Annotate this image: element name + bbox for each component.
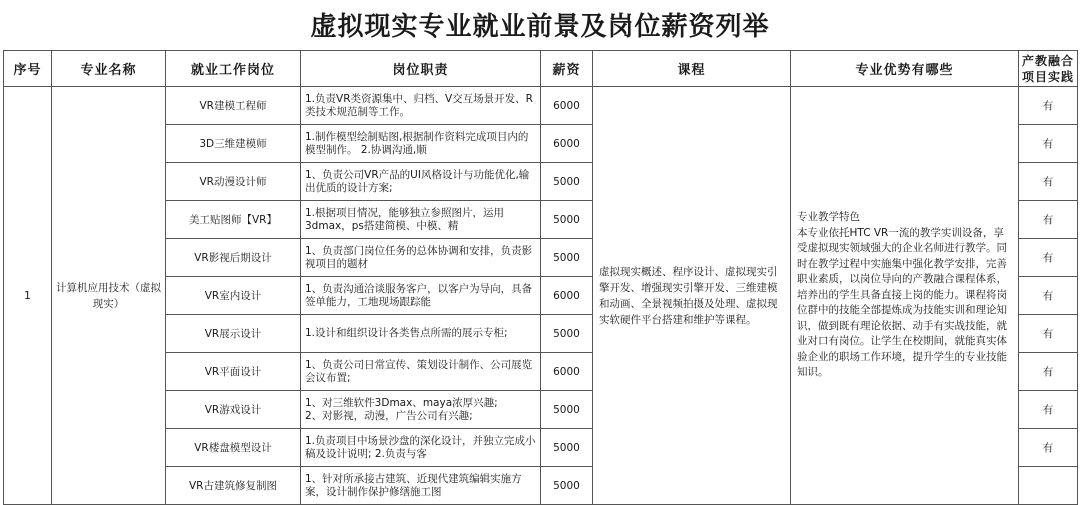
header-major: 专业名称 (52, 51, 166, 87)
page-title: 虚拟现实专业就业前景及岗位薪资列举 (310, 11, 770, 42)
job-duty-text: 1、负责部门岗位任务的总体协调和安排，负责影视项目的题材 (305, 244, 533, 270)
job-duty-cell (301, 429, 541, 467)
project-practice-cell: 有 (1019, 125, 1078, 163)
job-duty-text: 1.制作模型绘制贴图,根据制作资料完成项目内的模型制作。 2.协调沟通,顺 (305, 130, 529, 156)
salary-cell: 5000 (541, 163, 593, 201)
row-index-cell: 1 (4, 87, 52, 505)
job-duty-text: 1、对三维软件3Dmax、maya浓厚兴趣; 2、对影视，动漫，广告公司有兴趣; (305, 396, 498, 422)
table-header-row (4, 51, 1078, 87)
job-title-cell: VR影视后期设计 (166, 239, 301, 277)
job-duty-cell (301, 201, 541, 239)
project-practice-cell: 有 (1019, 277, 1078, 315)
header-salary: 薪资 (541, 51, 593, 87)
job-duty-cell (301, 391, 541, 429)
job-duty-text: 1.根据项目情况，能够独立参照图片，运用3dmax，ps搭建简模、中模、精 (305, 206, 505, 232)
header-advantage: 专业优势有哪些 (791, 51, 1019, 87)
project-practice-cell: 有 (1019, 87, 1078, 125)
job-duty-text: 1、负责沟通洽谈服务客户，以客户为导向，具备签单能力，工地现场跟踪能 (305, 282, 533, 308)
job-title-cell: 3D三维建模师 (166, 125, 301, 163)
advantage-cell: 专业教学特色 本专业依托HTC VR一流的教学实训设备，享受虚拟现实领域强大的企业名师进行教学。同时在教学过程中实施集中强化教学安排，完善职业素质，以岗位导向的产教融合课程体系，培养出的学生具备直接上岗的能力。课程将岗位群中的技能全部提炼成为技能实训和理论知识，做到既有理论依据、动手有实战技能，就业对口有岗位。让学生在校期间，就能真实体验企业的职场工作环境，提升学生的专业技能知识。 (791, 87, 1019, 505)
job-duty-cell (301, 239, 541, 277)
job-duty-cell (301, 315, 541, 353)
table-body (4, 87, 1078, 505)
job-title-cell: 美工贴图师【VR】 (166, 201, 301, 239)
job-title-cell: VR建模工程师 (166, 87, 301, 125)
job-title-cell: VR古建筑修复制图 (166, 467, 301, 505)
table-row (4, 87, 1078, 125)
course-cell: 虚拟现实概述、程序设计、虚拟现实引擎开发、增强现实引擎开发、三维建模和动画、全景视频拍摄及处理、虚拟现实软硬件平台搭建和维护等课程。 (593, 87, 791, 505)
job-title-cell: VR展示设计 (166, 315, 301, 353)
job-title-cell: VR动漫设计师 (166, 163, 301, 201)
salary-cell: 6000 (541, 353, 593, 391)
header-job: 就业工作岗位 (166, 51, 301, 87)
job-title-cell: VR楼盘模型设计 (166, 429, 301, 467)
salary-cell: 5000 (541, 239, 593, 277)
job-duty-cell (301, 87, 541, 125)
job-title-cell: VR平面设计 (166, 353, 301, 391)
job-title-cell: VR游戏设计 (166, 391, 301, 429)
salary-cell: 6000 (541, 277, 593, 315)
job-duty-cell (301, 125, 541, 163)
project-practice-cell: 有 (1019, 429, 1078, 467)
salary-cell: 5000 (541, 391, 593, 429)
salary-cell: 5000 (541, 315, 593, 353)
project-practice-cell: 有 (1019, 353, 1078, 391)
job-title-cell: VR室内设计 (166, 277, 301, 315)
job-duty-cell (301, 163, 541, 201)
job-duty-text: 1.负责项目中场景沙盘的深化设计，并独立完成小稿及设计说明; 2.负责与客 (305, 434, 536, 460)
salary-cell: 5000 (541, 467, 593, 505)
job-duty-text: 1、负责公司VR产品的UI风格设计与功能优化,输出优质的设计方案; (305, 168, 530, 194)
project-practice-cell: 有 (1019, 163, 1078, 201)
salary-cell: 5000 (541, 429, 593, 467)
header-project: 产教融合项目实践 (1019, 51, 1078, 87)
project-practice-cell: 有 (1019, 201, 1078, 239)
salary-cell: 6000 (541, 87, 593, 125)
project-practice-cell: 有 (1019, 391, 1078, 429)
job-duty-text: 1.负责VR类资源集中、归档、V交互场景开发、R类技术规范制等工作。 (305, 92, 533, 118)
job-duty-text: 1、负责公司日常宣传、策划设计制作、公司展览会议布置; (305, 358, 533, 384)
project-practice-cell: 有 (1019, 315, 1078, 353)
salary-cell: 6000 (541, 125, 593, 163)
major-name-cell: 计算机应用技术（虚拟现实） (52, 87, 166, 505)
header-index: 序号 (4, 51, 52, 87)
job-duty-cell (301, 467, 541, 505)
header-course: 课程 (593, 51, 791, 87)
project-practice-cell (1019, 467, 1078, 505)
header-duty: 岗位职责 (301, 51, 541, 87)
project-practice-cell: 有 (1019, 239, 1078, 277)
job-duty-cell (301, 277, 541, 315)
job-duty-text: 1.设计和组织设计各类售点所需的展示专柜; (305, 327, 508, 339)
job-duty-text: 1、针对所承接古建筑、近现代建筑编辑实施方案，设计制作保护修缮施工图 (305, 472, 522, 498)
salary-cell: 5000 (541, 201, 593, 239)
job-salary-table (3, 50, 1078, 505)
job-duty-cell (301, 353, 541, 391)
